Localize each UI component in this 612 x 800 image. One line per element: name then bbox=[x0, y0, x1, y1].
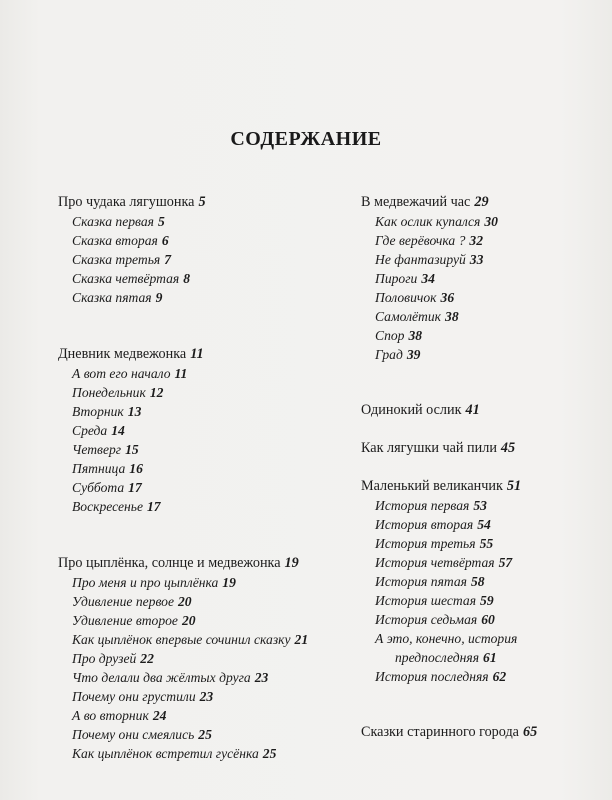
toc-entry bbox=[58, 250, 348, 269]
entry-title: Что делали два жёлтых друга bbox=[72, 670, 251, 685]
entry-title: Сказка пятая bbox=[72, 290, 152, 305]
toc-entry bbox=[58, 440, 348, 459]
toc-entry bbox=[58, 364, 348, 383]
entry-page-number: 23 bbox=[199, 689, 214, 704]
toc-entry bbox=[361, 307, 601, 326]
toc-entry bbox=[58, 725, 348, 744]
entry-page-number: 33 bbox=[469, 252, 484, 267]
toc-entry bbox=[58, 269, 348, 288]
section-title: В медвежачий час bbox=[361, 194, 471, 210]
entry-page-number: 9 bbox=[155, 290, 163, 305]
entry-title: Самолётик bbox=[375, 309, 442, 324]
toc-entry bbox=[58, 231, 348, 250]
entry-title: Пироги bbox=[375, 271, 418, 286]
section-page-number: 5 bbox=[198, 194, 206, 210]
toc-section bbox=[361, 193, 601, 364]
entry-title: Пятница bbox=[72, 461, 126, 476]
entry-title: Удивление второе bbox=[72, 613, 178, 628]
section-title: Про чудака лягушонка bbox=[58, 194, 195, 210]
toc-section-heading bbox=[361, 401, 601, 420]
entry-title: Удивление первое bbox=[72, 594, 174, 609]
toc-section bbox=[361, 439, 601, 458]
entry-title: История седьмая bbox=[375, 612, 478, 627]
entry-title: Сказка первая bbox=[72, 214, 154, 229]
entry-page-number: 38 bbox=[408, 328, 423, 343]
toc-entry bbox=[361, 572, 601, 591]
entry-page-number: 19 bbox=[222, 575, 236, 590]
entry-title: Как ослик купался bbox=[375, 214, 481, 229]
entry-page-number: 38 bbox=[445, 309, 459, 324]
toc-section bbox=[58, 345, 348, 516]
entry-page-number: 5 bbox=[157, 214, 165, 229]
entry-page-number: 24 bbox=[152, 708, 167, 723]
entry-title: Где верёвочка ? bbox=[375, 233, 466, 248]
entry-title: Половичок bbox=[375, 290, 437, 305]
toc-entry bbox=[58, 383, 348, 402]
section-page-number: 29 bbox=[474, 194, 489, 210]
toc-left-column bbox=[58, 193, 348, 763]
entry-page-number: 23 bbox=[254, 670, 269, 685]
section-title: Про цыплёнка, солнце и медвежонка bbox=[58, 555, 281, 571]
toc-entry bbox=[361, 496, 601, 515]
toc-entry bbox=[58, 630, 348, 649]
entry-page-number: 22 bbox=[140, 651, 154, 666]
entry-page-number: 30 bbox=[484, 214, 498, 229]
entry-title: Град bbox=[375, 347, 403, 362]
entry-title: Не фантазируй bbox=[375, 252, 466, 267]
toc-entry bbox=[361, 515, 601, 534]
toc-entry bbox=[58, 706, 348, 725]
entry-title: А это, конечно, история bbox=[375, 631, 518, 646]
section-title: Как лягушки чай пили bbox=[361, 440, 497, 456]
toc-entry bbox=[361, 591, 601, 610]
entry-page-number: 7 bbox=[164, 252, 171, 267]
toc-entry bbox=[361, 345, 601, 364]
entry-title: Понедельник bbox=[72, 385, 146, 400]
entry-title: Про меня и про цыплёнка bbox=[72, 575, 219, 590]
section-title: Дневник медвежонка bbox=[58, 346, 187, 362]
entry-page-number: 36 bbox=[440, 290, 455, 305]
toc-entry bbox=[58, 744, 348, 763]
entry-title: История первая bbox=[375, 498, 470, 513]
entry-page-number: 6 bbox=[161, 233, 169, 248]
entry-title: История четвёртая bbox=[375, 555, 495, 570]
entry-page-number: 57 bbox=[498, 555, 513, 570]
entry-title: Почему они смеялись bbox=[72, 727, 195, 742]
entry-page-number: 11 bbox=[174, 366, 188, 381]
entry-title: А во вторник bbox=[72, 708, 149, 723]
section-page-number: 51 bbox=[506, 478, 522, 494]
entry-title: История третья bbox=[375, 536, 476, 551]
page-title: СОДЕРЖАНИЕ bbox=[230, 128, 382, 150]
toc-section bbox=[361, 477, 601, 686]
entry-title: Четверг bbox=[72, 442, 122, 457]
toc-section bbox=[361, 401, 601, 420]
section-page-number: 11 bbox=[190, 346, 204, 362]
entry-page-number: 62 bbox=[492, 669, 507, 684]
entry-title: Как цыплёнок встретил гусёнка bbox=[72, 746, 259, 761]
section-page-number: 19 bbox=[284, 555, 299, 571]
toc-entry bbox=[58, 421, 348, 440]
section-page-number: 45 bbox=[500, 440, 516, 456]
entry-page-number: 16 bbox=[129, 461, 143, 476]
toc-section-heading bbox=[58, 345, 348, 364]
toc-entry bbox=[58, 687, 348, 706]
entry-page-number: 61 bbox=[483, 650, 497, 665]
entry-page-number: 25 bbox=[262, 746, 277, 761]
toc-entry bbox=[58, 497, 348, 516]
entry-title: Вторник bbox=[72, 404, 124, 419]
toc-entry-continuation bbox=[361, 648, 601, 667]
entry-page-number: 12 bbox=[149, 385, 164, 400]
entry-page-number: 8 bbox=[183, 271, 191, 286]
toc-entry bbox=[361, 629, 601, 648]
entry-page-number: 39 bbox=[406, 347, 421, 362]
toc-entry bbox=[58, 649, 348, 668]
toc-entry bbox=[361, 231, 601, 250]
toc-entry bbox=[58, 478, 348, 497]
toc-right-column bbox=[361, 193, 601, 742]
toc-entry bbox=[361, 553, 601, 572]
entry-title: История пятая bbox=[375, 574, 467, 589]
entry-title: История шестая bbox=[375, 593, 477, 608]
toc-section bbox=[58, 193, 348, 307]
toc-section-heading bbox=[361, 439, 601, 458]
toc-entry bbox=[361, 610, 601, 629]
entry-page-number: 17 bbox=[128, 480, 142, 495]
entry-page-number: 60 bbox=[481, 612, 495, 627]
entry-title: Почему они грустили bbox=[72, 689, 196, 704]
entry-title: Сказка вторая bbox=[72, 233, 158, 248]
entry-page-number: 15 bbox=[125, 442, 139, 457]
entry-title: Как цыплёнок впервые сочинил сказку bbox=[72, 632, 291, 647]
entry-title: Сказка третья bbox=[72, 252, 161, 267]
entry-page-number: 53 bbox=[473, 498, 487, 513]
entry-page-number: 20 bbox=[178, 594, 192, 609]
toc-entry bbox=[361, 250, 601, 269]
entry-page-number: 13 bbox=[127, 404, 142, 419]
toc-entry bbox=[58, 592, 348, 611]
toc-entry bbox=[58, 668, 348, 687]
entry-title: Про друзей bbox=[72, 651, 137, 666]
entry-page-number: 17 bbox=[147, 499, 161, 514]
toc-entry bbox=[361, 534, 601, 553]
section-page-number: 65 bbox=[522, 724, 538, 740]
toc-section-heading bbox=[361, 723, 601, 742]
toc-entry bbox=[58, 402, 348, 421]
section-title: Сказки старинного города bbox=[361, 724, 519, 740]
entry-title: Спор bbox=[375, 328, 405, 343]
entry-page-number: 32 bbox=[469, 233, 483, 248]
entry-page-number: 25 bbox=[198, 727, 212, 742]
entry-page-number: 34 bbox=[421, 271, 435, 286]
toc-entry bbox=[58, 459, 348, 478]
entry-page-number: 58 bbox=[471, 574, 485, 589]
entry-title: Суббота bbox=[72, 480, 125, 495]
toc-entry bbox=[361, 667, 601, 686]
toc-section-heading bbox=[58, 554, 348, 573]
toc-entry bbox=[58, 212, 348, 231]
section-title: Маленький великанчик bbox=[361, 478, 503, 494]
entry-title: Воскресенье bbox=[72, 499, 143, 514]
toc-entry bbox=[361, 326, 601, 345]
section-title: Одинокий ослик bbox=[361, 402, 462, 418]
toc-entry bbox=[58, 288, 348, 307]
toc-section bbox=[58, 554, 348, 763]
toc-entry bbox=[58, 573, 348, 592]
toc-entry bbox=[58, 611, 348, 630]
entry-title: Среда bbox=[72, 423, 108, 438]
entry-title-continued: предпоследняя bbox=[395, 650, 480, 665]
entry-title: А вот его начало bbox=[72, 366, 171, 381]
entry-page-number: 20 bbox=[181, 613, 196, 628]
toc-section-heading bbox=[361, 477, 601, 496]
entry-page-number: 55 bbox=[479, 536, 494, 551]
entry-title: История вторая bbox=[375, 517, 474, 532]
entry-page-number: 54 bbox=[477, 517, 491, 532]
toc-section bbox=[361, 723, 601, 742]
toc-section-heading bbox=[58, 193, 348, 212]
toc-entry bbox=[361, 269, 601, 288]
entry-page-number: 14 bbox=[111, 423, 125, 438]
section-page-number: 41 bbox=[465, 402, 480, 418]
entry-title: История последняя bbox=[375, 669, 489, 684]
toc-section-heading bbox=[361, 193, 601, 212]
toc-entry bbox=[361, 288, 601, 307]
toc-entry bbox=[361, 212, 601, 231]
entry-page-number: 59 bbox=[480, 593, 494, 608]
entry-page-number: 21 bbox=[294, 632, 309, 647]
entry-title: Сказка четвёртая bbox=[72, 271, 180, 286]
